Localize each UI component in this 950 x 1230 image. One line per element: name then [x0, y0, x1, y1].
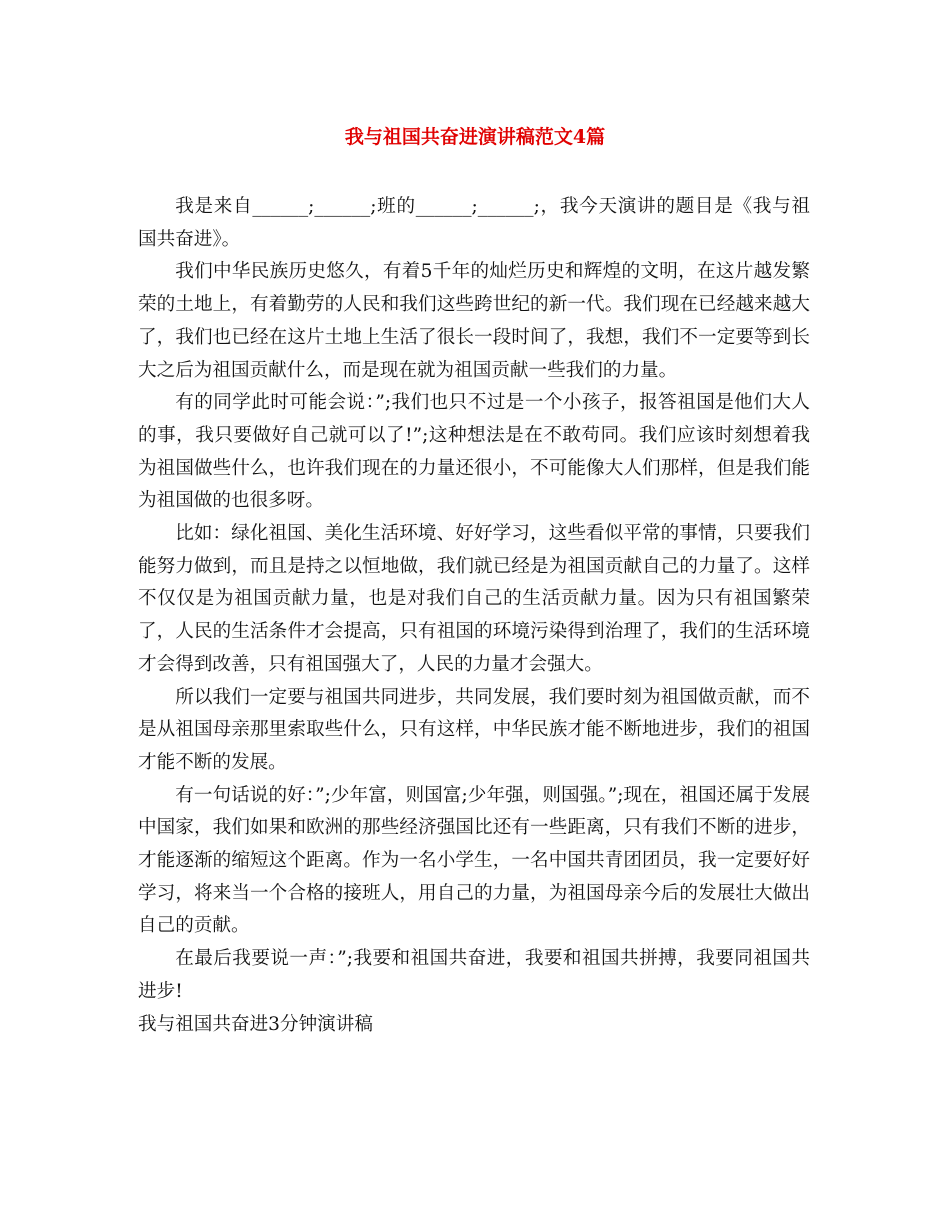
paragraph-closing: 在最后我要说一声：”;我要和祖国共奋进，我要和祖国共拼搏，我要同祖国共进步!	[138, 948, 810, 1002]
paragraph-classmates: 有的同学此时可能会说：”;我们也只不过是一个小孩子，报答祖国是他们大人的事，我只要做好自己就可以了!”;这种想法是在不敢苟同。我们应该时刻想着我为祖国做些什么，也许我们现在的力量还很小，不可能像大人们那样，但是我们能为祖国做的也很多呀。	[138, 392, 810, 512]
paragraph-progress: 所以我们一定要与祖国共同进步，共同发展，我们要时刻为祖国做贡献，而不是从祖国母亲那里索取些什么，只有这样，中华民族才能不断地进步，我们的祖国才能不断的发展。	[138, 686, 810, 773]
document-body	[138, 191, 810, 1041]
document-title: 我与祖国共奋进演讲稿范文4篇	[344, 126, 606, 148]
paragraph-intro: 我是来自______;______;班的______;______;，我今天演讲的题目是《我与祖国共奋进》。	[138, 196, 810, 250]
section-subheading: 我与祖国共奋进3分钟演讲稿	[138, 1013, 373, 1035]
paragraph-examples: 比如：绿化祖国、美化生活环境、好好学习，这些看似平常的事情，只要我们能努力做到，而且是持之以恒地做，我们就已经是为祖国贡献自己的力量了。这样不仅仅是为祖国贡献力量，也是对我们自己的生活贡献力量。因为只有祖国繁荣了，人民的生活条件才会提高，只有祖国的环境污染得到治理了，我们的生活环境才会得到改善，只有祖国强大了，人民的力量才会强大。	[138, 523, 810, 675]
paragraph-saying: 有一句话说的好：”;少年富，则国富;少年强，则国强。”;现在，祖国还属于发展中国家，我们如果和欧洲的那些经济强国比还有一些距离，只有我们不断的进步，才能逐渐的缩短这个距离。作为一名小学生，一名中国共青团团员，我一定要好好学习，将来当一个合格的接班人，用自己的力量，为祖国母亲今后的发展壮大做出自己的贡献。	[138, 784, 810, 937]
paragraph-history: 我们中华民族历史悠久，有着5千年的灿烂历史和辉煌的文明，在这片越发繁荣的土地上，有着勤劳的人民和我们这些跨世纪的新一代。我们现在已经越来越大了，我们也已经在这片土地上生活了很长一段时间了，我想，我们不一定要等到长大之后为祖国贡献什么，而是现在就为祖国贡献一些我们的力量。	[138, 261, 810, 381]
